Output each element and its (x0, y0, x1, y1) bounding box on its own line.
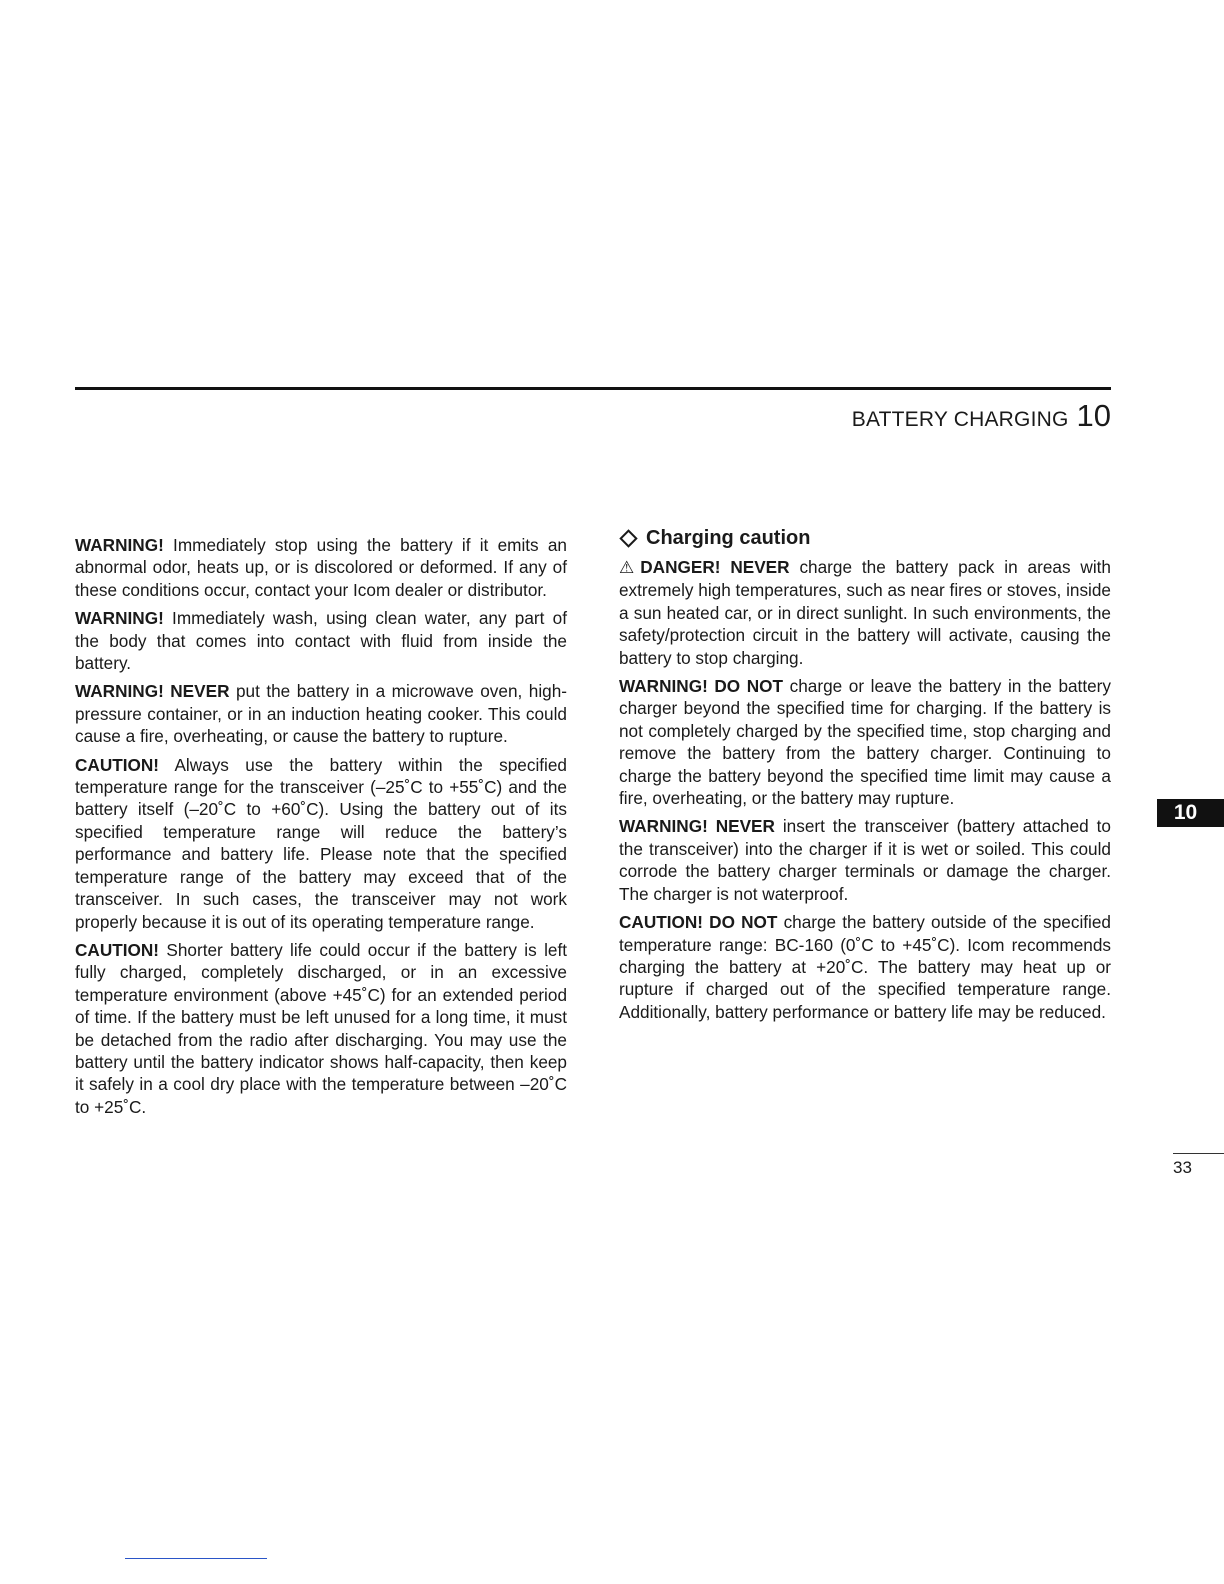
paragraph-text: Immediately wash, using clean water, any part of the body that comes into contact with fluid from inside the battery. (75, 608, 567, 674)
right-paragraph-2 (619, 675, 1111, 809)
left-paragraph-3 (75, 680, 567, 747)
chapter-side-tab: 10 (1157, 799, 1224, 827)
heading-text: Charging caution (646, 527, 811, 549)
right-column (619, 524, 1111, 1029)
paragraph-lead: WARNING! DO NOT (619, 676, 784, 697)
right-paragraph-4 (619, 911, 1111, 1023)
paragraph-text: charge the battery pack in areas with extremely high temperatures, such as near fires or stoves, inside a sun heated car, or in direct sunlight. In such environments, the safety/protection circuit in the battery will activate, causing the battery to stop charging. (619, 557, 1111, 668)
bottom-link-underline (125, 1558, 267, 1559)
left-paragraph-5 (75, 939, 567, 1118)
paragraph-text: put the battery in a microwave oven, high-pressure container, or in an induction heating cooker. This could cause a fire, overheating, or cause the battery to rupture. (75, 681, 567, 747)
section-title: BATTERY CHARGING (851, 408, 1069, 431)
section-header (852, 398, 1111, 434)
charging-caution-heading (619, 524, 1111, 552)
page-number: 33 (1173, 1158, 1192, 1177)
paragraph-text: charge or leave the battery in the battery charger beyond the specified time for charging. If the battery is not completely charged by the specified time, stop charging and remove the battery from the battery charger. Continuing to charge the battery beyond the specified time limit may cause a fire, overheating, or the battery may rupture. (619, 676, 1111, 809)
warning-triangle-icon: ⚠ (619, 558, 635, 577)
paragraph-text: charge the battery outside of the specified temperature range: BC-160 (0˚C to +45˚C). Icom recommends charging the battery at +20˚C. The battery may heat up or rupture if charged out of the specified temperature range. Additionally, battery performance or battery life may be reduced. (619, 912, 1111, 1022)
paragraph-lead: CAUTION! (75, 754, 160, 775)
paragraph-text: Shorter battery life could occur if the battery is left fully charged, completely discharged, or in an excessive temperature environment (above +45˚C) for an extended period of time. If the battery must be left unused for a long time, it must be detached from the radio after discharging. You may use the battery until the battery indicator shows half-capacity, then keep it safely in a cool dry place with the temperature between –20˚C to +25˚C. (75, 939, 567, 1117)
paragraph-lead: WARNING! NEVER (619, 816, 775, 837)
left-paragraph-2 (75, 607, 567, 674)
header-rule (75, 387, 1111, 390)
section-number: 10 (1076, 398, 1111, 433)
paragraph-text: Immediately stop using the battery if it emits an abnormal odor, heats up, or is discolored or deformed. If any of these conditions occur, contact your Icom dealer or distributor. (75, 535, 567, 600)
paragraph-lead: WARNING! (75, 608, 164, 629)
paragraph-text: Always use the battery within the specified temperature range for the transceiver (–25˚C to +55˚C) and the battery itself (–20˚C to +60˚C). Using the battery out of its specified temperature range will reduce the battery’s performance and battery life. Please note that the specified temperature range of the battery may exceed that of the transceiver. In such cases, the transceiver may not work properly because it is out of its operating temperature range. (75, 754, 567, 932)
left-paragraph-4 (75, 754, 567, 933)
paragraph-lead: DANGER! NEVER (640, 557, 790, 577)
left-paragraph-1 (75, 534, 567, 601)
paragraph-lead: WARNING! NEVER (75, 681, 230, 702)
paragraph-lead: CAUTION! DO NOT (619, 912, 778, 933)
diamond-bullet-icon (619, 529, 637, 547)
paragraph-lead: CAUTION! (75, 939, 160, 960)
page-number-rule (1173, 1153, 1224, 1154)
paragraph-lead: WARNING! (75, 535, 164, 555)
paragraph-text: insert the transceiver (battery attached to the transceiver) into the charger if it is wet or soiled. This could corrode the battery charger terminals or damage the charger. The charger is not waterproof. (619, 816, 1111, 904)
right-paragraph-3 (619, 815, 1111, 905)
right-paragraph-1 (619, 556, 1111, 669)
left-column (75, 534, 567, 1124)
